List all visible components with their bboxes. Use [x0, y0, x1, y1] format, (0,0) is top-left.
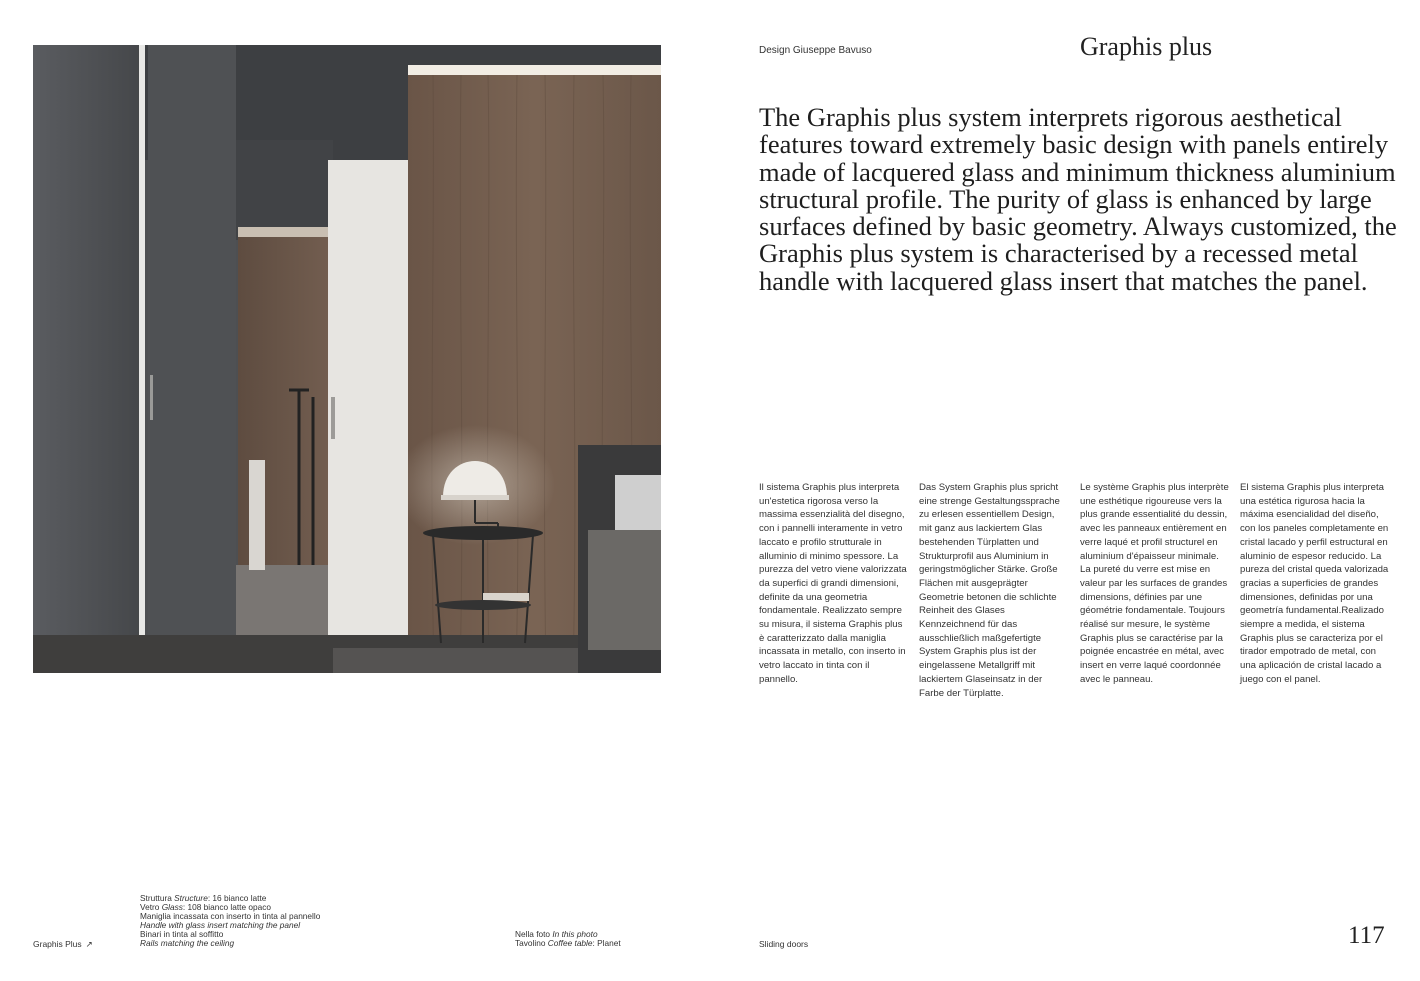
credit-structure: Struttura Structure: 16 bianco latte — [140, 893, 267, 903]
back-ceiling — [236, 140, 333, 240]
bed-throw — [588, 530, 661, 650]
page-title: Graphis plus — [1080, 32, 1213, 61]
ceiling-light-strip — [408, 65, 661, 75]
description-german: Das System Graphis plus spricht eine strenge Gestaltungssprache zu erlesen essentiellem Design, mit ganz aus lackiertem Glas bestehenden Türplatten und Strukturprofil aus Aluminium in geringstmöglicher Stärke. Große Flächen mit ausgeprägter Geometrie betonen die schlichte Reinheit des Glases Kennzeichnend für das ausschließlich maßgefertigte System Graphis plus ist der eingelassene Metallgriff mit lackiertem Glaseinsatz in der Farbe der Türplatte. — [919, 482, 1060, 699]
back-light-strip — [238, 227, 333, 237]
light-line — [139, 45, 145, 650]
bed-pillow — [615, 475, 661, 535]
side-table-shelf — [435, 600, 531, 610]
back-plant-stand — [249, 460, 265, 570]
side-table-books — [483, 593, 529, 601]
arrow-up-right-icon: ↗ — [85, 939, 93, 949]
footer-product-label: Graphis Plus — [33, 939, 82, 949]
side-table-top — [423, 526, 543, 540]
description-italian: Il sistema Graphis plus interpreta un'estetica rigorosa verso la massima essenzialità del disegno, con i pannelli interamente in vetro laccato e profilo strutturale in alluminio di minimo spessore. La purezza del vetro viene valorizzata da superfici di grandi dimensioni, definite da una geometria fondamentale. Realizzato sempre su misura, il sistema Graphis plus è caratterizzato dalla maniglia incassata in metallo, con inserto in vetro laccato in tinta con il pannello. — [759, 482, 907, 685]
credit-glass: Vetro Glass: 108 bianco latte opaco — [140, 902, 272, 913]
description-french: Le système Graphis plus interprète une esthétique rigoureuse vers la plus grande essentialité du dessin, avec les panneaux entièrement en verre laqué et profil structurel en aluminium d'épaisseur minimale. La pureté du verre est mise en valeur par les surfaces de grandes dimensions, définies par une géométrie fondamentale. Toujours réalisé sur mesure, le système Graphis plus se caractérise par la poignée encastrée en métal, avec insert en verre laqué coordonnée avec le panneau. — [1080, 482, 1229, 685]
white-door — [328, 160, 408, 673]
credit-handle-en: Handle with glass insert matching the panel — [140, 920, 301, 931]
left-wall — [33, 45, 141, 673]
interior-photo — [33, 45, 661, 673]
footer-product-link[interactable] — [33, 939, 93, 950]
left-panel — [148, 45, 236, 673]
photo-note — [515, 930, 621, 948]
intro-paragraph: The Graphis plus system interprets rigorous aesthetical features toward extremely basic design with panels entirely made of lacquered glass and minimum thickness aluminium structural profile. The purity of glass is enhanced by large surfaces defined by basic geometry. Always customized, the Graphis plus system is characterised by a recessed metal handle with lacquered glass insert that matches the panel. — [759, 102, 1397, 296]
credit-handle-it: Maniglia incassata con inserto in tinta al pannello — [140, 911, 321, 922]
design-credit: Design Giuseppe Bavuso — [759, 45, 872, 56]
white-door-handle — [331, 397, 335, 439]
lamp-shade-rim — [441, 495, 509, 500]
credit-rails-en: Rails matching the ceiling — [140, 938, 235, 949]
description-spanish: El sistema Graphis plus interpreta una estética rigurosa hacia la máxima esencialidad del diseño, con los paneles completamente en cristal lacado y perfil estructural en aluminio de espesor reducido. La pureza del cristal queda valorizada gracias a superficies de grandes dimensiones, definidas por una geometría fundamental.Realizado siempre a medida, el sistema Graphis plus se caracteriza por el tirador empotrado de metal, con una aplicación de cristal lacado a juego con el panel. — [1240, 482, 1389, 685]
photo-note-label: Nella foto In this photo — [515, 929, 598, 939]
photo-note-table: Tavolino Coffee table: Planet — [515, 938, 621, 949]
credit-rails-it: Binari in tinta al soffitto — [140, 929, 224, 940]
footer-section: Sliding doors — [759, 939, 809, 949]
left-door-handle — [150, 375, 153, 420]
page-number: 117 — [1348, 922, 1385, 949]
product-credits — [140, 894, 320, 949]
